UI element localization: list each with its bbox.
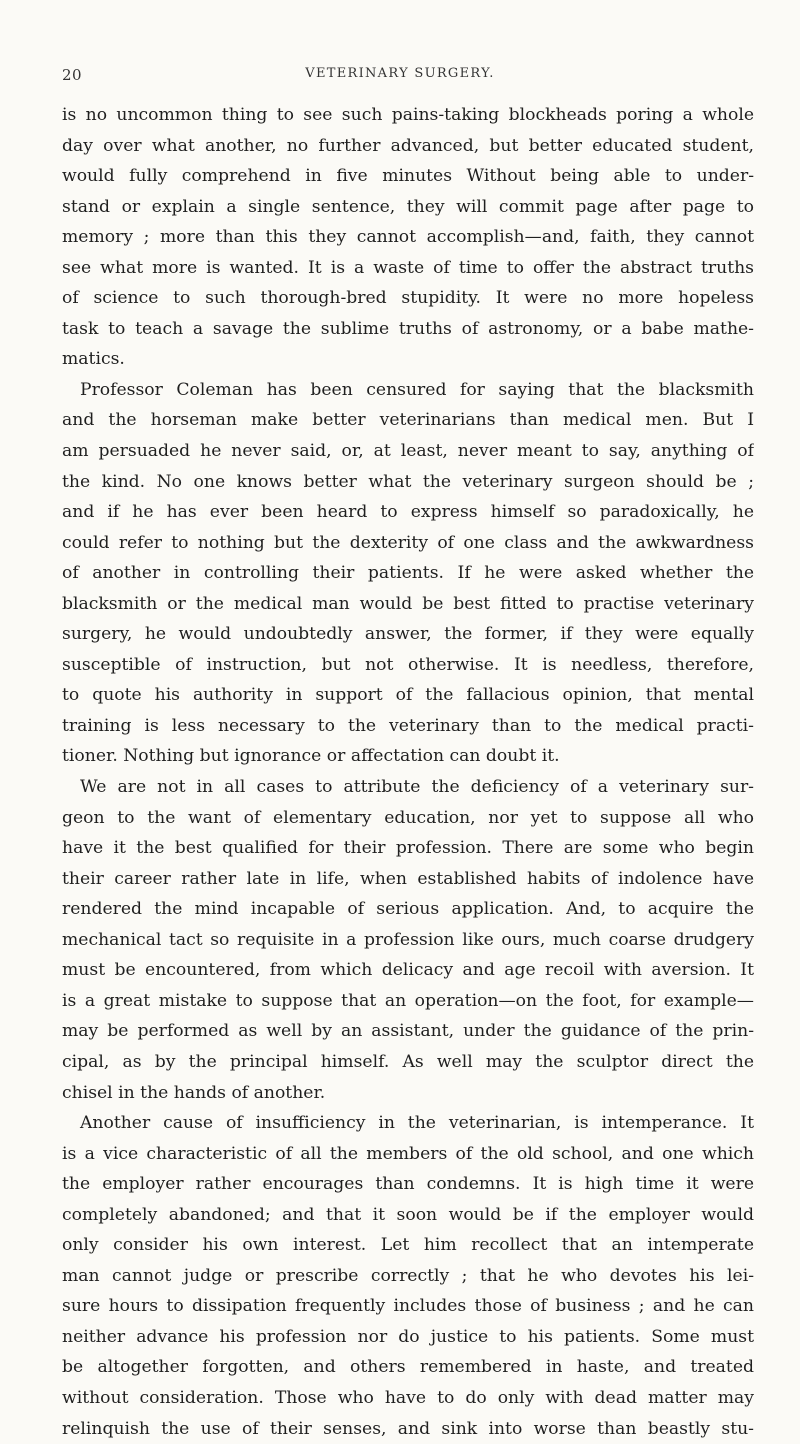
text-line: the employer rather encourages than condemns. It is high time it were (62, 1174, 754, 1195)
text-line: Another cause of insufficiency in the veterinarian, is intemperance. It (80, 1113, 754, 1134)
text-line: rendered the mind incapable of serious application. And, to acquire the (62, 899, 754, 920)
text-line: have it the best qualified for their profession. There are some who begin (62, 838, 754, 859)
body-text (62, 100, 754, 1444)
text-line: sure hours to dissipation frequently includes those of business ; and he can (62, 1296, 754, 1317)
text-line: only consider his own interest. Let him recollect that an intemperate (62, 1235, 754, 1256)
text-line: of another in controlling their patients. If he were asked whether the (62, 563, 754, 584)
text-line: training is less necessary to the veterinary than to the medical practi- (62, 715, 754, 736)
text-line: memory ; more than this they cannot accomplish—and, faith, they cannot (62, 227, 754, 248)
text-line: is a great mistake to suppose that an operation—on the foot, for example— (62, 990, 754, 1011)
text-line: would fully comprehend in five minutes Without being able to under- (62, 166, 754, 187)
text-line: their career rather late in life, when established habits of indolence have (62, 868, 754, 889)
text-line: could refer to nothing but the dexterity of one class and the awkwardness (62, 532, 754, 553)
text-line: and the horseman make better veterinarians than medical men. But I (62, 410, 754, 431)
page-number: 20 (62, 66, 83, 84)
text-line: We are not in all cases to attribute the deficiency of a veterinary sur- (80, 777, 754, 798)
text-line: surgery, he would undoubtedly answer, the former, if they were equally (62, 624, 754, 645)
text-line: man cannot judge or prescribe correctly ; that he who devotes his lei- (62, 1265, 754, 1286)
text-line: be altogether forgotten, and others remembered in haste, and treated (62, 1357, 754, 1378)
text-line: am persuaded he never said, or, at least, never meant to say, anything of (62, 441, 754, 462)
page-header (0, 66, 800, 90)
text-line: task to teach a savage the sublime truths of astronomy, or a babe mathe- (62, 318, 754, 339)
text-line: day over what another, no further advanced, but better educated student, (62, 135, 754, 156)
text-line: must be encountered, from which delicacy and age recoil with aversion. It (62, 960, 754, 981)
text-line: chisel in the hands of another. (62, 1082, 326, 1103)
text-line: and if he has ever been heard to express himself so paradoxically, he (62, 502, 754, 523)
text-line: the kind. No one knows better what the veterinary surgeon should be ; (62, 471, 754, 492)
text-line: without consideration. Those who have to do only with dead matter may (62, 1387, 754, 1408)
text-line: Professor Coleman has been censured for saying that the blacksmith (80, 379, 754, 400)
text-line: may be performed as well by an assistant, under the guidance of the prin- (62, 1021, 754, 1042)
text-line: relinquish the use of their senses, and sink into worse than beastly stu- (62, 1418, 754, 1439)
text-line: susceptible of instruction, but not otherwise. It is needless, therefore, (62, 654, 754, 675)
text-line: tioner. Nothing but ignorance or affectation can doubt it. (62, 746, 560, 767)
text-line: is a vice characteristic of all the members of the old school, and one which (62, 1143, 754, 1164)
text-line: blacksmith or the medical man would be best fitted to practise veterinary (62, 593, 754, 614)
text-line: matics. (62, 349, 125, 370)
text-line: cipal, as by the principal himself. As well may the sculptor direct the (62, 1051, 754, 1072)
text-line: geon to the want of elementary education, nor yet to suppose all who (62, 807, 754, 828)
text-line: is no uncommon thing to see such pains-taking blockheads poring a whole (62, 105, 754, 125)
running-head: VETERINARY SURGERY. (305, 66, 495, 81)
text-line: neither advance his profession nor do justice to his patients. Some must (62, 1326, 754, 1347)
text-line: mechanical tact so requisite in a profession like ours, much coarse drudgery (62, 929, 754, 950)
text-line: completely abandoned; and that it soon would be if the employer would (62, 1204, 754, 1225)
text-line: of science to such thorough-bred stupidity. It were no more hopeless (62, 288, 754, 309)
text-line: stand or explain a single sentence, they will commit page after page to (62, 196, 754, 217)
text-line: see what more is wanted. It is a waste of time to offer the abstract truths (62, 257, 754, 278)
text-line: to quote his authority in support of the fallacious opinion, that mental (62, 685, 754, 706)
